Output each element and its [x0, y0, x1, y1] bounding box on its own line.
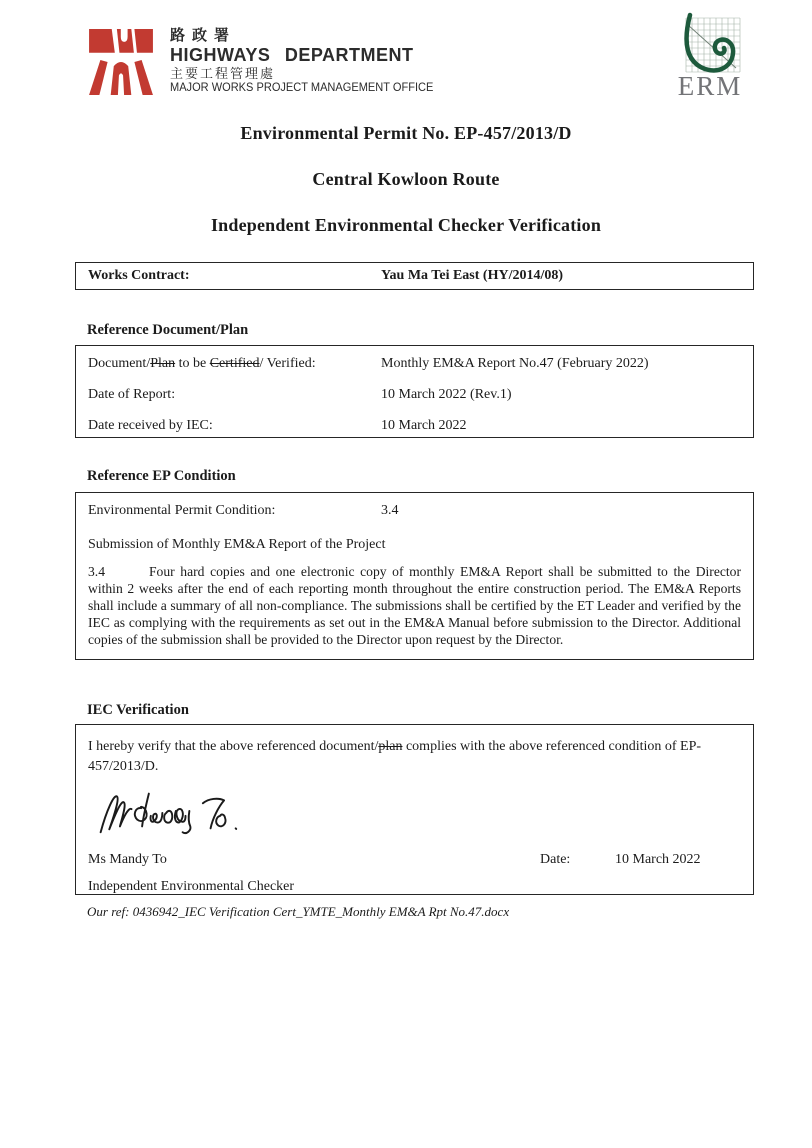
date-received-label: Date received by IEC: [88, 418, 213, 433]
struck-word-plan: plan [378, 739, 403, 754]
date-of-report-row [88, 385, 741, 405]
statement-part: complies with the above referenced condition of EP-457/2013/D. [88, 739, 702, 774]
hd-logo-top-band [89, 28, 153, 53]
clause-text: Four hard copies and one electronic copy of monthly EM&A Report shall be submitted to the Director within 2 weeks after the end of each reporting month throughout the entire construction period. The EM&A Reports shall include a summary of all non-compliance. The submissions shall be certified by the ET Leader and verified by the IEC as complying with the requirements as set out in the EM&A Manual before submission to the Director. Additional copies of the submission shall be provided to the Director upon request by the Director. [88, 564, 741, 647]
struck-word-plan: Plan [150, 356, 176, 371]
label-part: Document/ [88, 356, 151, 371]
signatory-row [88, 851, 741, 869]
signatory-name: Ms Mandy To [88, 852, 167, 867]
date-received-row [88, 416, 741, 436]
permit-number-title: Environmental Permit No. EP-457/2013/D [240, 123, 572, 143]
project-title: Central Kowloon Route [312, 169, 500, 189]
ep-condition-subject: Submission of Monthly EM&A Report of the Project [88, 537, 386, 552]
ep-condition-row [88, 501, 741, 521]
date-received-value: 10 March 2022 [381, 418, 467, 433]
ep-condition-box [75, 492, 754, 660]
header-department-text [170, 27, 444, 95]
hd-logo-arch [89, 60, 153, 95]
ep-condition-number: 3.4 [381, 503, 399, 518]
date-label: Date: [540, 852, 571, 867]
clause-number: 3.4 [88, 564, 105, 579]
struck-word-certified: Certified [209, 356, 260, 371]
erm-logo [668, 12, 752, 100]
reference-document-heading: Reference Document/Plan [87, 322, 249, 338]
document-verified-row [88, 354, 741, 374]
label-part: to be [175, 356, 210, 371]
label-part: / Verified: [259, 356, 316, 371]
erm-fern-grid-icon [672, 12, 748, 74]
document-type-title: Independent Environmental Checker Verification [210, 215, 602, 235]
works-contract-label: Works Contract: [88, 268, 190, 283]
office-name-chinese: 主要工程管理處 [170, 66, 276, 81]
iec-verification-box [75, 724, 754, 895]
statement-part: I hereby verify that the above referenced document/ [88, 739, 379, 754]
highways-department-logo-icon [88, 27, 154, 95]
document-verified-value: Monthly EM&A Report No.47 (February 2022) [381, 356, 649, 371]
dept-name-english: HIGHWAYS DEPARTMENT [170, 45, 414, 65]
iec-verification-heading: IEC Verification [87, 702, 189, 718]
dept-name-chinese: 路政署 [170, 27, 237, 44]
signature-mandy-to-icon [92, 784, 252, 838]
ep-condition-clause [88, 563, 741, 648]
date-of-report-value: 10 March 2022 (Rev.1) [381, 387, 512, 402]
ep-condition-label: Environmental Permit Condition: [88, 503, 276, 518]
erm-wordmark: ERM [677, 71, 743, 101]
works-contract-box [75, 262, 754, 290]
reference-document-box [75, 345, 754, 438]
office-name-english: MAJOR WORKS PROJECT MANAGEMENT OFFICE [170, 82, 434, 94]
signatory-title: Independent Environmental Checker [88, 879, 295, 894]
verification-statement [88, 737, 748, 777]
date-of-report-label: Date of Report: [88, 387, 176, 402]
date-value: 10 March 2022 [615, 852, 701, 867]
reference-ep-condition-heading: Reference EP Condition [87, 468, 236, 484]
works-contract-value: Yau Ma Tei East (HY/2014/08) [381, 268, 564, 283]
document-verified-label [88, 354, 381, 374]
our-ref-line: Our ref: 0436942_IEC Verification Cert_YMTE_Monthly EM&A Rpt No.47.docx [87, 904, 510, 919]
